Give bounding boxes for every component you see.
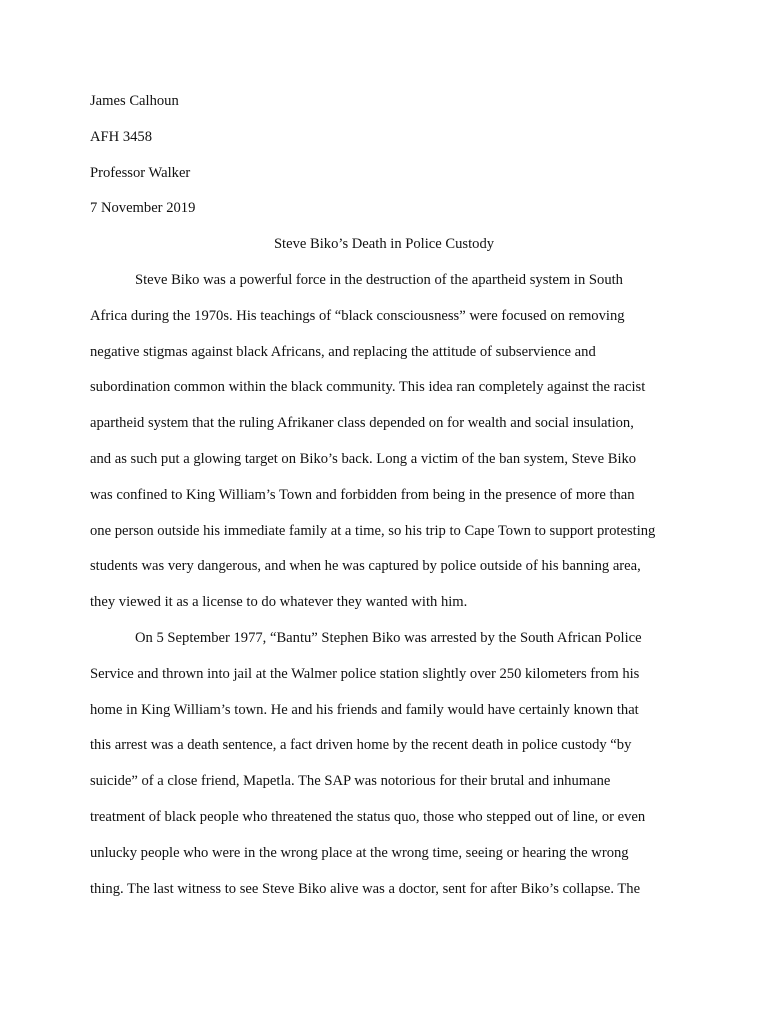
paragraph-line: negative stigmas against black Africans, and replacing the attitude of subservience and <box>90 343 596 360</box>
paragraph-line: unlucky people who were in the wrong place at the wrong time, seeing or hearing the wrong <box>90 844 629 861</box>
paragraph-line: thing. The last witness to see Steve Biko alive was a doctor, sent for after Biko’s collapse. The <box>90 880 641 897</box>
paragraph-line: treatment of black people who threatened the status quo, those who stepped out of line, or even <box>90 808 646 825</box>
document-date: 7 November 2019 <box>90 200 196 217</box>
paragraph-line: Service and thrown into jail at the Walmer police station slightly over 250 kilometers from his <box>90 665 640 682</box>
author-name: James Calhoun <box>90 93 179 109</box>
paragraph-2 <box>90 621 678 907</box>
course-code: AFH 3458 <box>90 128 153 145</box>
paragraph-line: one person outside his immediate family at a time, so his trip to Cape Town to support protesting <box>90 522 656 539</box>
paragraph-line: home in King William’s town. He and his friends and family would have certainly known that <box>90 701 639 718</box>
paragraph-1 <box>90 263 678 621</box>
paragraph-line: suicide” of a close friend, Mapetla. The SAP was notorious for their brutal and inhumane <box>90 773 611 790</box>
paragraph-line: and as such put a glowing target on Biko’s back. Long a victim of the ban system, Steve Biko <box>90 450 637 467</box>
paragraph-line: subordination common within the black community. This idea ran completely against the racist <box>90 379 646 396</box>
paragraph-line: apartheid system that the ruling Afrikaner class depended on for wealth and social insulation, <box>90 415 634 432</box>
paragraph-line: they viewed it as a license to do whatever they wanted with him. <box>90 594 468 611</box>
paragraph-line: On 5 September 1977, “Bantu” Stephen Biko was arrested by the South African Police <box>135 629 642 646</box>
document-title: Steve Biko’s Death in Police Custody <box>273 236 495 253</box>
document-body <box>90 84 678 907</box>
paragraph-line: was confined to King William’s Town and forbidden from being in the presence of more than <box>90 486 635 503</box>
paragraph-line: this arrest was a death sentence, a fact driven home by the recent death in police custody “by <box>90 737 632 754</box>
paragraph-line: Steve Biko was a powerful force in the destruction of the apartheid system in South <box>135 271 623 288</box>
paragraph-line: students was very dangerous, and when he was captured by police outside of his banning area, <box>90 558 641 575</box>
professor-name: Professor Walker <box>90 164 191 181</box>
paragraph-line: Africa during the 1970s. His teachings of “black consciousness” were focused on removing <box>90 307 625 324</box>
